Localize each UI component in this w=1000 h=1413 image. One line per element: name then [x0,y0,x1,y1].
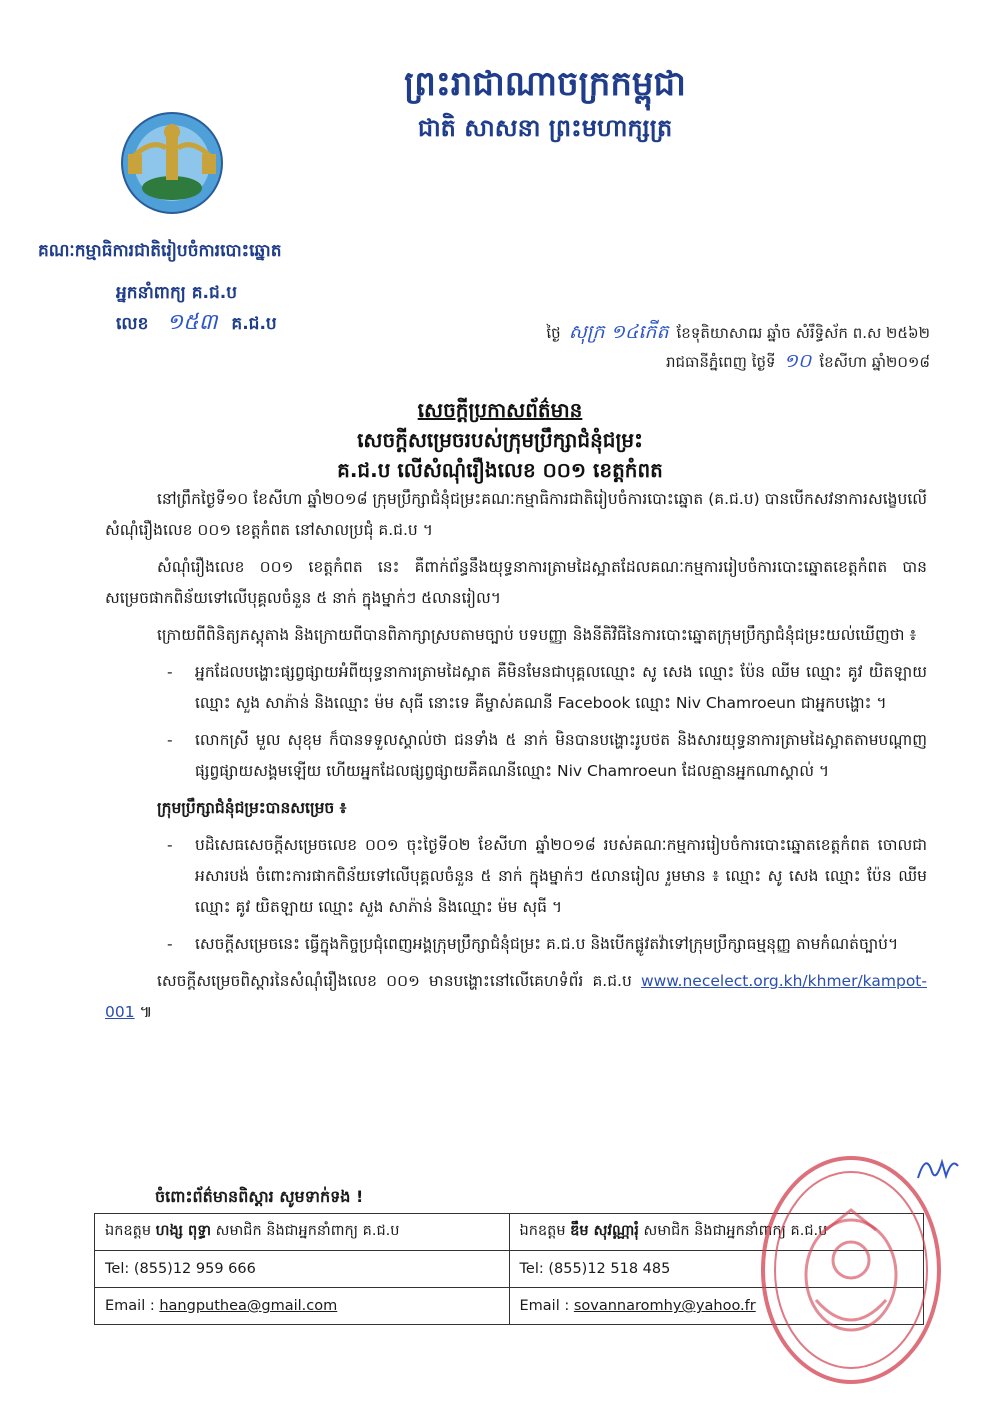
list-item: - អ្នកដែលបង្ហោះផ្សព្វផ្សាយអំពីយុទ្ធនាការត្រាមដៃស្អាត គឺមិនមែនជាបុគ្គលឈ្មោះ សូ សេង ឈ្មោះ ប៉ែន ឈីម ឈ្មោះ គូវ យិតឡាយ ឈ្មោះ សួង សាភ៉ាន់ និងឈ្មោះ ម៉ម សុធី នោះទេ គឺម្ចាស់គណនី Facebook ឈ្មោះ Niv Chamroeun ជាអ្នកបង្ហោះ ។ [167,663,927,712]
solar-date [546,347,930,376]
contact-2-prefix: ឯកឧត្តម [519,1222,566,1239]
contact-1-email[interactable]: hangputhea@gmail.com [159,1298,338,1314]
paragraph-3: ក្រោយពីពិនិត្យភស្តុតាង និងក្រោយពីបានពិភាក្សាស្របតាមច្បាប់ បទបញ្ញា និងនីតិវិធីនៃការបោះឆ្នោតក្រុមប្រឹក្សាជំនុំជម្រះយល់ឃើញថា ៖ [157,626,917,644]
title-main: សេចក្តីប្រកាសព័ត៌មាន [417,398,583,422]
number-handwritten: ១៥៣ [166,310,218,335]
list-item: - សេចក្តីសម្រេចនេះ ធ្វើក្នុងកិច្ចប្រជុំពេញអង្គក្រុមប្រឹក្សាជំនុំជម្រះ គ.ជ.ប និងបើកផ្លូវតវ៉ាទៅក្រុមប្រឹក្សាធម្មនុញ្ញ តាមកំណត់ច្បាប់។ [167,935,899,953]
lunar-prefix: ថ្ងៃ [546,324,561,342]
nec-logo-icon [112,108,232,218]
paragraph-2: សំណុំរឿងលេខ ០០១ ខេត្តកំពត នេះ គឺពាក់ព័ន្ធនឹងយុទ្ធនាការត្រាមដៃស្អាតដែលគណៈកម្មការរៀបចំការបោះឆ្នោតខេត្តកំពត បានសម្រេចផាកពិន័យទៅលើបុគ្គលចំនួន ៥ នាក់ ក្នុងម្នាក់ៗ ៥លានរៀល។ [105,558,927,607]
decision-2-text: សេចក្តីសម្រេចនេះ ធ្វើក្នុងកិច្ចប្រជុំពេញអង្គក្រុមប្រឹក្សាជំនុំជម្រះ គ.ជ.ប និងបើកផ្លូវតវ៉ាទៅក្រុមប្រឹក្សាធម្មនុញ្ញ តាមកំណត់ច្បាប់។ [195,935,899,953]
kingdom-header [330,62,760,146]
contact-1-role: សមាជិក និងជាអ្នកនាំពាក្យ គ.ជ.ប [215,1222,400,1239]
title-sub2: គ.ជ.ប លើសំណុំរឿងលេខ ០០១ ខេត្តកំពត [337,458,663,482]
decisions-list [105,830,927,960]
contact-1-name-cell [95,1214,510,1251]
paragraph-1: នៅព្រឹកថ្ងៃទី១០ ខែសីហា ឆ្នាំ២០១៨ ក្រុមប្រឹក្សាជំនុំជម្រះគណៈកម្មាធិការជាតិរៀបចំការបោះឆ្នោត (គ.ជ.ប) បានបើកសវនាការសង្ខេបលើសំណុំរឿងលេខ ០០១ ខេត្តកំពត នៅសាលប្រជុំ គ.ជ.ប ។ [105,490,927,539]
finding-2-text: លោកស្រី មួល សុខុម ក៏បានទទួលស្គាល់ថា ជនទាំង ៥ នាក់ មិនបានបង្ហោះរូបថត និងសារយុទ្ធនាការត្រាមដៃស្អាតតាមបណ្តាញផ្សព្វផ្សាយសង្គមឡើយ ហើយអ្នកដែលផ្សព្វផ្សាយគឺគណនីឈ្មោះ Niv Chamroeun ដែលគ្មានអ្នកណាស្គាល់ ។ [195,731,927,780]
lunar-rest: ខែទុតិយាសាឍ ឆ្នាំច សំរឹទ្ធិស័ក ព.ស ២៥៦២ [676,324,930,342]
kingdom-title: ព្រះរាជាណាចក្រកម្ពុជា [404,64,686,104]
contact-2-email[interactable]: sovannaromhy@yahoo.fr [573,1298,756,1314]
findings-list [105,657,927,787]
document-number [116,308,277,340]
document-body [105,484,927,1034]
list-item: - លោកស្រី មួល សុខុម ក៏បានទទួលស្គាល់ថា ជនទាំង ៥ នាក់ មិនបានបង្ហោះរូបថត និងសារយុទ្ធនាការត្រាមដៃស្អាតតាមបណ្តាញផ្សព្វផ្សាយសង្គមឡើយ ហើយអ្នកដែលផ្សព្វផ្សាយគឺគណនីឈ្មោះ Niv Chamroeun ដែលគ្មានអ្នកណាស្គាល់ ។ [167,731,927,780]
paragraph-4 [105,966,927,1028]
contact-1-name: ហង្ស ពុទ្ធា [155,1222,212,1239]
contact-1-email-cell [95,1288,510,1325]
contact-2-email-label: Email : [519,1298,574,1314]
number-label: លេខ [116,314,149,334]
solar-prefix: រាជធានីភ្នំពេញ ថ្ងៃទី [666,353,776,371]
contact-1-email-label: Email : [105,1298,160,1314]
decision-heading: ក្រុមប្រឹក្សាជំនុំជម្រះបានសម្រេច ៖ [157,799,347,817]
closing-line: ចំពោះព័ត៌មានពិស្តារ សូមទាក់ទង ! [155,1187,364,1206]
paragraph-4-text: សេចក្តីសម្រេចពិស្តារនៃសំណុំរឿងលេខ ០០១ មានបង្ហោះនៅលើគេហទំព័រ គ.ជ.ប [157,972,632,990]
document-titles [0,395,1000,485]
list-item: - បដិសេធសេចក្តីសម្រេចលេខ ០០១ ចុះថ្ងៃទី០២ ខែសីហា ឆ្នាំ២០១៨ របស់គណៈកម្មការរៀបចំការបោះឆ្នោតខេត្តកំពត ចោលជាអសារបង់ ចំពោះការផាកពិន័យទៅលើបុគ្គលចំនួន ៥ នាក់ ក្នុងម្នាក់ៗ ៥លានរៀល រួមមាន ៖ ឈ្មោះ សូ សេង ឈ្មោះ ប៉ែន ឈីម ឈ្មោះ គូវ យិតឡាយ ឈ្មោះ សួង សាភ៉ាន់ និងឈ្មោះ ម៉ម សុធី ។ [167,836,927,916]
solar-handwritten: ១០ [783,350,812,372]
contact-2-tel: Tel: (855)12 518 485 [509,1251,924,1288]
lunar-date [546,318,930,347]
solar-rest: ខែសីហា ឆ្នាំ២០១៨ [819,353,930,371]
signature-icon [912,1148,962,1188]
spokesperson-label: អ្នកនាំពាក្យ គ.ជ.ប [116,283,238,303]
date-block [546,318,930,376]
decision-1-text: បដិសេធសេចក្តីសម្រេចលេខ ០០១ ចុះថ្ងៃទី០២ ខែសីហា ឆ្នាំ២០១៨ របស់គណៈកម្មការរៀបចំការបោះឆ្នោតខេត្តកំពត ចោលជាអសារបង់ ចំពោះការផាកពិន័យទៅលើបុគ្គលចំនួន ៥ នាក់ ក្នុងម្នាក់ៗ ៥លានរៀល រួមមាន ៖ ឈ្មោះ សូ សេង ឈ្មោះ ប៉ែន ឈីម ឈ្មោះ គូវ យិតឡាយ ឈ្មោះ សួង សាភ៉ាន់ និងឈ្មោះ ម៉ម សុធី ។ [195,836,927,916]
committee-name: គណៈកម្មាធិការជាតិរៀបចំការបោះឆ្នោត [38,241,282,261]
contact-1-tel: Tel: (855)12 959 666 [95,1251,510,1288]
contact-1-prefix: ឯកឧត្តម [105,1222,152,1239]
decision-link[interactable]: www.necelect.org.kh/khmer/kampot-001 [105,972,927,1021]
lunar-handwritten: សុក្រ ១៤កើត [568,321,669,343]
number-suffix: គ.ជ.ប [231,314,277,334]
kingdom-motto: ជាតិ សាសនា ព្រះមហាក្សត្រ [417,113,673,142]
contact-2-name: ឌឹម សុវណ្ណារុំ [570,1222,639,1239]
paragraph-4-end: ៕ [139,1003,153,1021]
title-sub1: សេចក្តីសម្រេចរបស់ក្រុមប្រឹក្សាជំនុំជម្រះ [357,428,643,452]
finding-1-text: អ្នកដែលបង្ហោះផ្សព្វផ្សាយអំពីយុទ្ធនាការត្រាមដៃស្អាត គឺមិនមែនជាបុគ្គលឈ្មោះ សូ សេង ឈ្មោះ ប៉ែន ឈីម ឈ្មោះ គូវ យិតឡាយ ឈ្មោះ សួង សាភ៉ាន់ និងឈ្មោះ ម៉ម សុធី នោះទេ គឺម្ចាស់គណនី Facebook ឈ្មោះ Niv Chamroeun ជាអ្នកបង្ហោះ ។ [195,663,927,712]
contact-2-role: សមាជិក និងជាអ្នកនាំពាក្យ គ.ជ.ប [643,1222,828,1239]
